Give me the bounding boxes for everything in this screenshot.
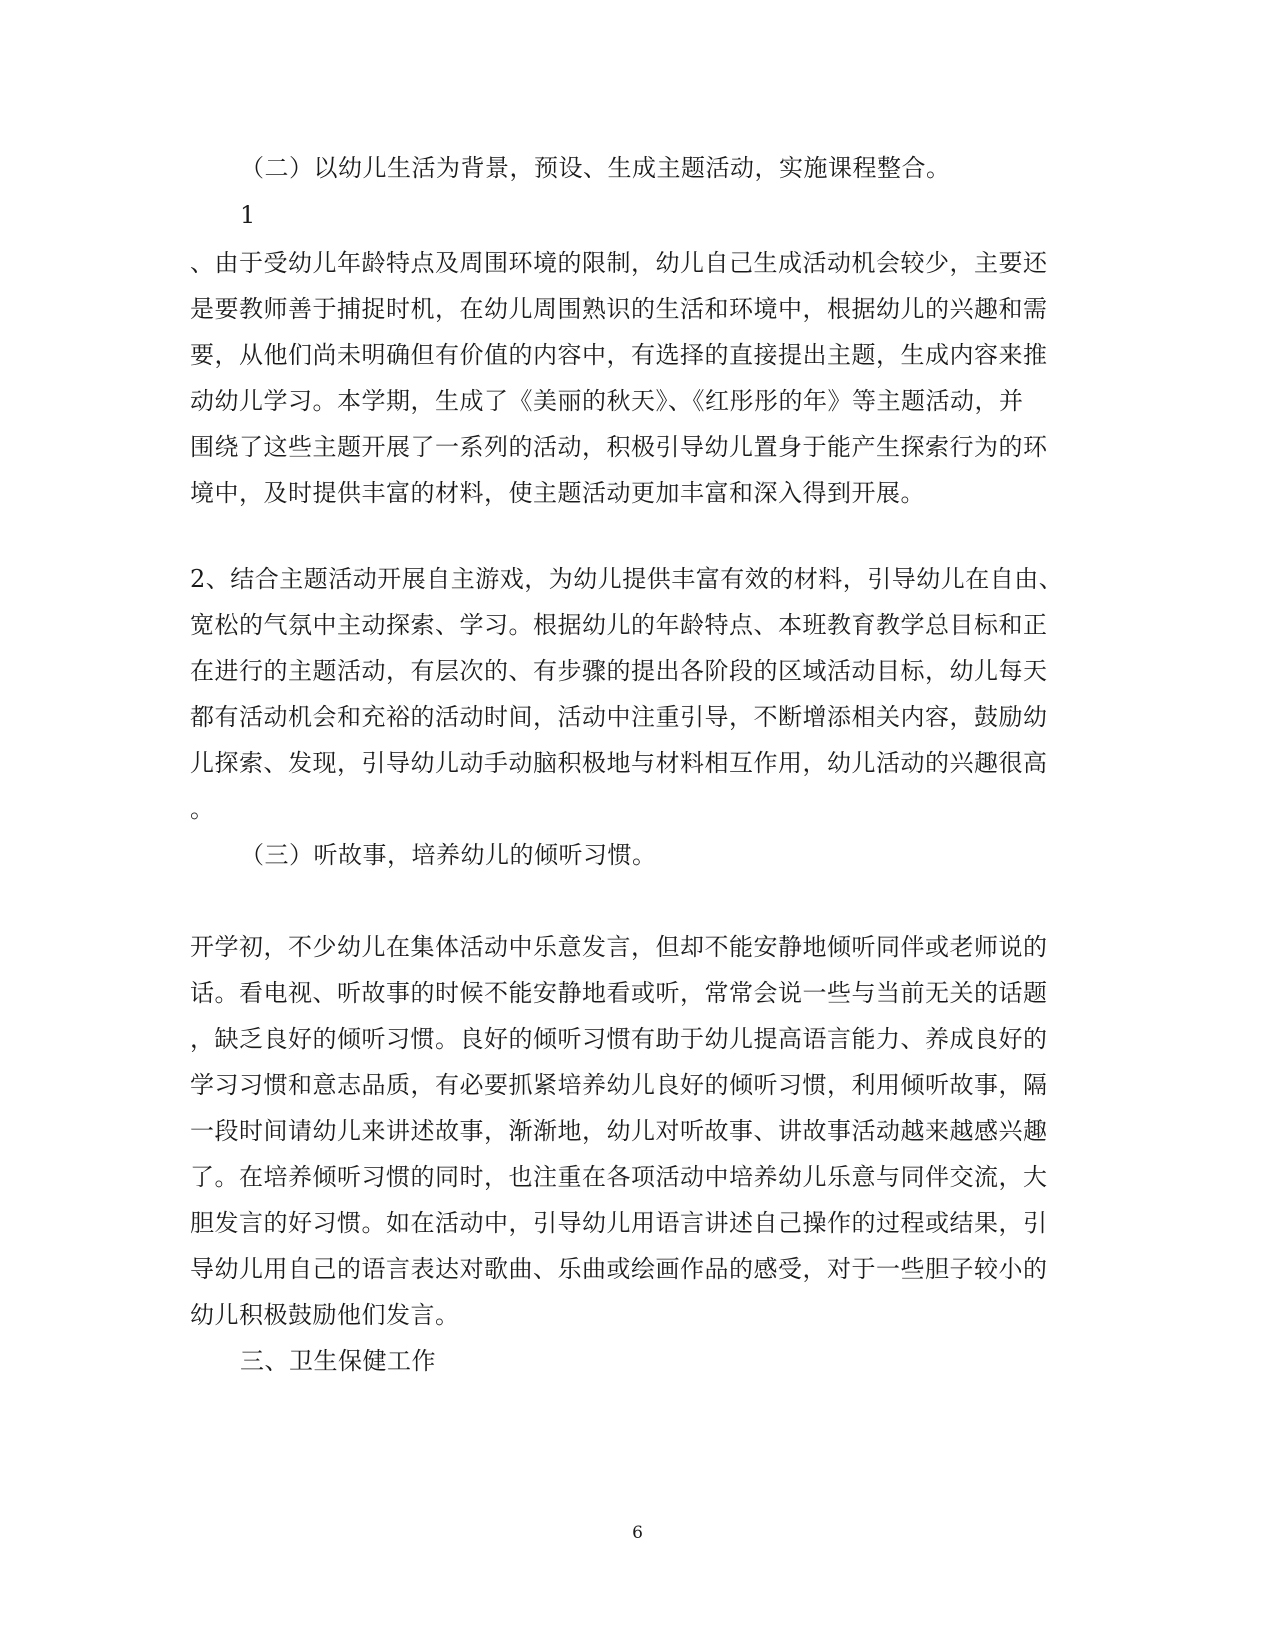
body-line: 幼儿积极鼓励他们发言。 <box>190 1301 460 1329</box>
body-line: 。 <box>190 795 215 823</box>
heading-section-3: （三）听故事，培养幼儿的倾听习惯。 <box>240 841 657 869</box>
body-line: 学习习惯和意志品质，有必要抓紧培养幼儿良好的倾听习惯，利用倾听故事，隔 <box>190 1071 1048 1099</box>
heading-section-2: （二）以幼儿生活为背景，预设、生成主题活动，实施课程整合。 <box>240 154 951 182</box>
item-number-1: 1 <box>240 201 256 229</box>
body-line: 、由于受幼儿年龄特点及周围环境的限制，幼儿自己生成活动机会较少，主要还 <box>190 249 1048 277</box>
body-line: 话。看电视、听故事的时候不能安静地看或听，常常会说一些与当前无关的话题 <box>190 979 1048 1007</box>
body-line: 儿探索、发现，引导幼儿动手动脑积极地与材料相互作用，幼儿活动的兴趣很高 <box>190 749 1048 777</box>
body-line: 是要教师善于捕捉时机，在幼儿周围熟识的生活和环境中，根据幼儿的兴趣和需 <box>190 295 1048 323</box>
body-line: 一段时间请幼儿来讲述故事，渐渐地，幼儿对听故事、讲故事活动越来越感兴趣 <box>190 1117 1048 1145</box>
body-line: 都有活动机会和充裕的活动时间，活动中注重引导，不断增添相关内容，鼓励幼 <box>190 703 1048 731</box>
body-line: 宽松的气氛中主动探索、学习。根据幼儿的年龄特点、本班教育教学总目标和正 <box>190 611 1048 639</box>
body-line: 导幼儿用自己的语言表达对歌曲、乐曲或绘画作品的感受，对于一些胆子较小的 <box>190 1255 1048 1283</box>
body-line: 围绕了这些主题开展了一系列的活动，积极引导幼儿置身于能产生探索行为的环 <box>190 433 1048 461</box>
body-line: 2、结合主题活动开展自主游戏，为幼儿提供丰富有效的材料，引导幼儿在自由、 <box>190 565 1064 593</box>
body-line: 了。在培养倾听习惯的同时，也注重在各项活动中培养幼儿乐意与同伴交流，大 <box>190 1163 1048 1191</box>
heading-part-3: 三、卫生保健工作 <box>240 1347 436 1375</box>
body-line: 境中，及时提供丰富的材料，使主题活动更加丰富和深入得到开展。 <box>190 479 925 507</box>
body-line: 动幼儿学习。本学期，生成了《美丽的秋天》、《红彤彤的年》等主题活动，并 <box>190 387 1024 415</box>
body-line: ，缺乏良好的倾听习惯。良好的倾听习惯有助于幼儿提高语言能力、养成良好的 <box>190 1025 1048 1053</box>
body-line: 开学初，不少幼儿在集体活动中乐意发言，但却不能安静地倾听同伴或老师说的 <box>190 933 1048 961</box>
body-line: 要，从他们尚未明确但有价值的内容中，有选择的直接提出主题，生成内容来推 <box>190 341 1048 369</box>
body-line: 胆发言的好习惯。如在活动中，引导幼儿用语言讲述自己操作的过程或结果，引 <box>190 1209 1048 1237</box>
body-line: 在进行的主题活动，有层次的、有步骤的提出各阶段的区域活动目标，幼儿每天 <box>190 657 1048 685</box>
page-number: 6 <box>632 1523 643 1543</box>
